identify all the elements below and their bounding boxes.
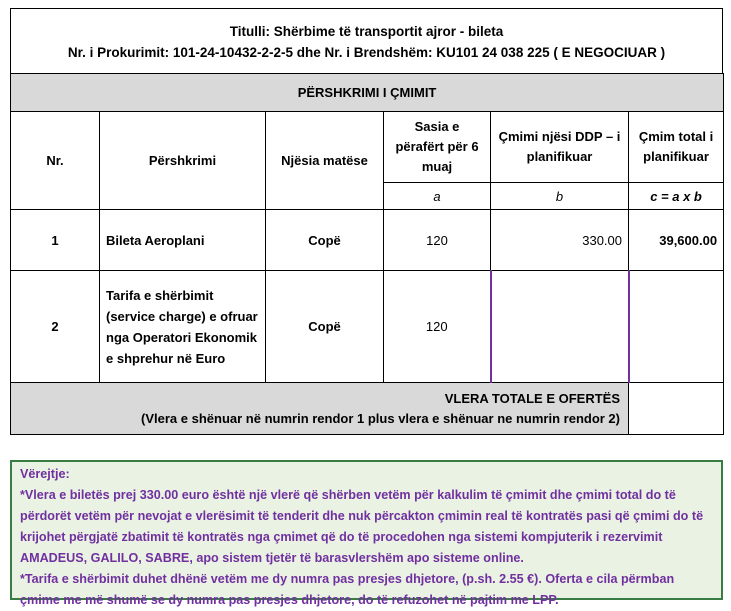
row-nr: 2 xyxy=(11,271,100,383)
col-header-description: Përshkrimi xyxy=(100,112,266,210)
table-row xyxy=(11,271,724,383)
row-description: Tarifa e shërbimit (service charge) e ofruar nga Operatori Ekonomik e shprehur në Euro xyxy=(100,271,266,383)
row-unit: Copë xyxy=(266,271,384,383)
row-unit-price xyxy=(491,271,629,383)
totals-label: VLERA TOTALE E OFERTËS xyxy=(444,390,620,406)
totals-note: (Vlera e shënuar në numrin rendor 1 plus vlera e shënuar ne numrin rendor 2) xyxy=(141,410,620,426)
notes-heading: Vërejtje: xyxy=(20,467,70,481)
document-header xyxy=(10,8,723,74)
row-description: Bileta Aeroplani xyxy=(100,210,266,271)
price-table xyxy=(10,73,724,435)
col-header-unit-price: Çmimi njësi DDP – i planifikuar xyxy=(491,112,629,183)
totals-row xyxy=(11,383,724,435)
notes-paragraph-1: *Vlera e biletës prej 330.00 euro është një vlerë që shërben vetëm për kalkulim të çmimit dhe çmimi total do të përdorët vetëm për nevojat e vlerësimit të tenderit dhe nuk përcakton çmimin real të kontratës pasi që çmimi do të krijohet përgjatë zbatimit të kontratës nga çmimet që do të procedohen nga sistemi kompjuterik i rezervimit AMADEUS, GALILO, SABRE, apo sistem tjetër të barasvlershëm apo sisteme online. xyxy=(20,488,704,565)
formula-c: c = a x b xyxy=(629,183,724,210)
section-title: PËRSHKRIMI I ÇMIMIT xyxy=(11,74,724,112)
row-total: 39,600.00 xyxy=(629,210,724,271)
notes-paragraph-2: *Tarifa e shërbimit duhet dhënë vetëm me dy numra pas presjes dhjetore, (p.sh. 2.55 €). Oferta e cila përmban çmime me më shumë se dy numra pas presjes dhjetore, do të refuzohet në pajtim me LPP. xyxy=(20,572,675,607)
table-row xyxy=(11,210,724,271)
row-unit: Copë xyxy=(266,210,384,271)
row-quantity: 120 xyxy=(384,271,491,383)
row-total xyxy=(629,271,724,383)
formula-a: a xyxy=(384,183,491,210)
totals-value xyxy=(629,383,724,435)
col-header-nr: Nr. xyxy=(11,112,100,210)
formula-b: b xyxy=(491,183,629,210)
col-header-quantity: Sasia e përafërt për 6 muaj xyxy=(384,112,491,183)
col-header-total-price: Çmim total i planifikuar xyxy=(629,112,724,183)
notes-box xyxy=(10,460,723,607)
document-title: Titulli: Shërbime të transportit ajror - bileta xyxy=(229,24,504,39)
totals-cell xyxy=(11,383,629,435)
row-nr: 1 xyxy=(11,210,100,271)
col-header-unit: Njësia matëse xyxy=(266,112,384,210)
row-unit-price: 330.00 xyxy=(491,210,629,271)
row-quantity: 120 xyxy=(384,210,491,271)
procurement-number: Nr. i Prokurimit: 101-24-10432-2-2-5 dhe Nr. i Brendshëm: KU101 24 038 225 ( E NEGOCIUAR ) xyxy=(67,45,666,60)
